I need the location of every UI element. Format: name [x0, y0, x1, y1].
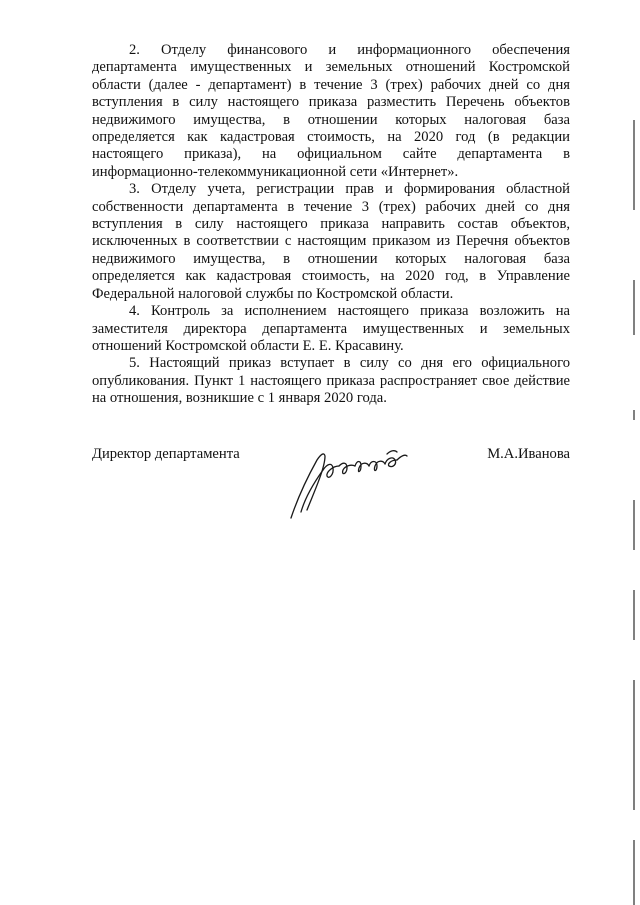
signatory-title: Директор департамента	[92, 446, 240, 462]
paragraph-5: 5. Настоящий приказ вступает в силу со дня его официального опубликования. Пункт 1 настоящего приказа распространяет свое действие на отношения, возникшие с 1 января 2020 года.	[92, 355, 570, 407]
scan-edge-marks	[630, 120, 638, 905]
paragraph-2: 2. Отделу финансового и информационного обеспечения департамента имущественных и земельных отношений Костромской области (далее - департамент) в течение 3 (трех) рабочих дней со дня вступления в силу настоящего приказа разместить Перечень объектов недвижимого имущества, в отношении которых налоговая база определяется как кадастровая стоимость, на 2020 год (в редакции настоящего приказа), на официальном сайте департамента в информационно-телекоммуникационной сети «Интернет».	[92, 42, 570, 180]
paragraph-4: 4. Контроль за исполнением настоящего приказа возложить на заместителя директора департамента имущественных и земельных отношений Костромской области Е. Е. Красавину.	[92, 303, 570, 354]
signature-block	[92, 440, 570, 530]
signatory-name: М.А.Иванова	[487, 446, 570, 462]
document-body	[92, 42, 570, 408]
handwritten-signature	[277, 440, 417, 522]
paragraph-3: 3. Отделу учета, регистрации прав и формирования областной собственности департамента в течение 3 (трех) рабочих дней со дня вступления в силу настоящего приказа направить состав объектов, исключенных в соответствии с настоящим приказом из Перечня объектов недвижимого имущества, в отношении которых налоговая база определяется как кадастровая стоимость, на 2020 год, в Управление Федеральной налоговой службы по Костромской области.	[92, 181, 570, 302]
